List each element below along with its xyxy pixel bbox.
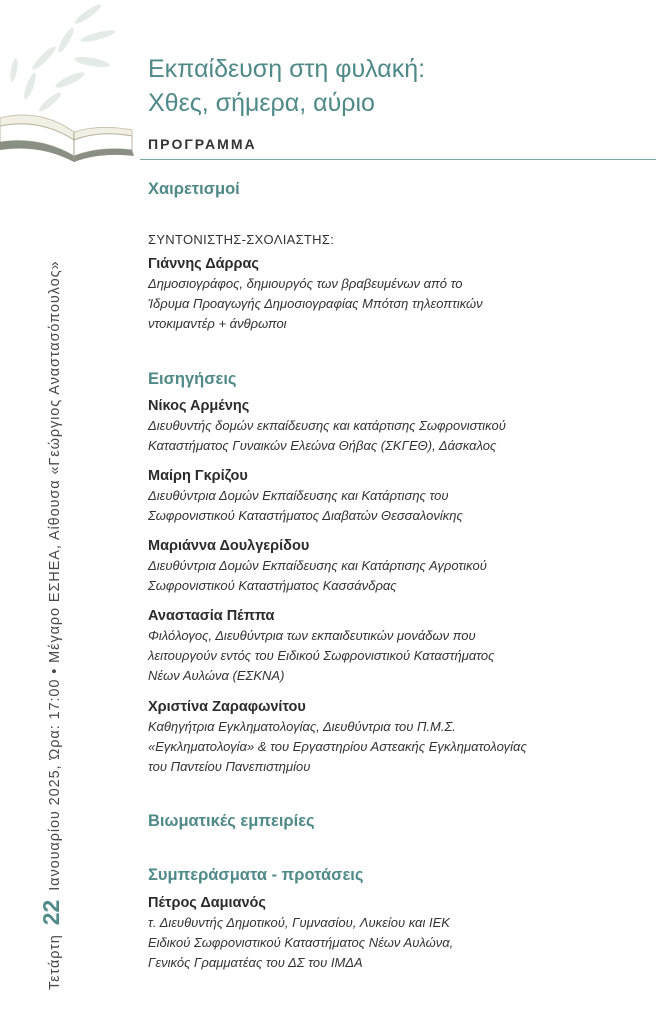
speaker-desc-line: λειτουργούν εντός του Ειδικού Σωφρονιστικού Καταστήματος	[148, 648, 495, 663]
speaker-desc-line: Ίδρυμα Προαγωγής Δημοσιογραφίας Μπότση τηλεοπτικών	[148, 296, 483, 311]
speaker-name: Μαίρη Γκρίζου	[148, 468, 248, 484]
weekday: Τετάρτη	[47, 934, 63, 990]
speaker-desc-line: «Εγκληματολογία» & του Εργαστηρίου Αστεακής Εγκληματολογίας	[148, 739, 527, 754]
speaker	[148, 697, 638, 777]
event-title-line-1: Εκπαίδευση στη φυλακή:	[148, 55, 426, 83]
speaker-desc-line: Σωφρονιστικού Καταστήματος Διαβατών Θεσσαλονίκης	[148, 508, 463, 523]
speaker-desc-line: Καθηγήτρια Εγκληματολογίας, Διευθύντρια του Π.Μ.Σ.	[148, 719, 456, 734]
speaker	[148, 536, 638, 596]
talks-heading: Εισηγήσεις	[148, 370, 237, 388]
speaker-desc-line: Διευθύντρια Δομών Εκπαίδευσης και Κατάρτισης του	[148, 488, 449, 503]
speaker-name: Πέτρος Δαμιανός	[148, 895, 266, 911]
speaker-desc-line: ντοκιμαντέρ + άνθρωποι	[148, 316, 287, 331]
experiences-heading: Βιωματικές εμπειρίες	[148, 812, 315, 830]
leaves-icon	[9, 2, 116, 114]
speaker-desc-line: Νέων Αυλώνα (ΕΣΚΝΑ)	[148, 668, 285, 683]
speaker-desc-line: Ειδικού Σωφρονιστικού Καταστήματος Νέων Αυλώνα,	[148, 935, 454, 950]
speaker-desc-line: Καταστήματος Γυναικών Ελεώνα Θήβας (ΣΚΓΕΘ), Δάσκαλος	[148, 438, 497, 453]
event-title-line-2: Χθες, σήμερα, αύριο	[148, 89, 375, 117]
open-book-illustration	[0, 0, 140, 170]
speaker	[148, 893, 638, 973]
moderator	[148, 254, 638, 334]
divider	[140, 159, 656, 160]
speaker-desc-line: Σωφρονιστικού Καταστήματος Κασσάνδρας	[148, 578, 397, 593]
speaker-desc-line: Φιλόλογος, Διευθύντρια των εκπαιδευτικών μονάδων που	[148, 628, 476, 643]
speaker	[148, 606, 638, 686]
date-venue-band	[38, 261, 65, 990]
speaker-name: Χριστίνα Ζαραφωνίτου	[148, 699, 306, 715]
speaker	[148, 466, 638, 526]
speaker-name: Μαριάννα Δουλγερίδου	[148, 538, 310, 554]
speaker-desc-line: Διευθύντρια Δομών Εκπαίδευσης και Κατάρτισης Αγροτικού	[148, 558, 487, 573]
speaker-name: Γιάννης Δάρρας	[148, 256, 259, 272]
event-title	[148, 52, 425, 120]
program-label: ΠΡΟΓΡΑΜΜΑ	[148, 136, 257, 152]
conclusions-heading: Συμπεράσματα - προτάσεις	[148, 866, 364, 884]
speaker-desc-line: τ. Διευθυντής Δημοτικού, Γυμνασίου, Λυκείου και ΙΕΚ	[148, 915, 450, 930]
day-number: 22	[38, 899, 64, 926]
speaker-name: Αναστασία Πέππα	[148, 608, 275, 624]
date-time-venue: Ιανουαρίου 2025, Ώρα: 17:00 • Μέγαρο ΕΣΗΕΑ, Αίθουσα «Γεώργιος Αναστασόπουλος»	[47, 260, 63, 891]
speaker	[148, 396, 638, 456]
speaker-desc-line: Γενικός Γραμματέας του ΔΣ του ΙΜΔΑ	[148, 955, 363, 970]
speaker-desc-line: Δημοσιογράφος, δημιουργός των βραβευμένων από το	[148, 276, 463, 291]
greetings-heading: Χαιρετισμοί	[148, 180, 240, 198]
moderator-role-label: ΣΥΝΤΟΝΙΣΤΗΣ-ΣΧΟΛΙΑΣΤΗΣ:	[148, 232, 335, 247]
speaker-desc-line: του Παντείου Πανεπιστημίου	[148, 759, 311, 774]
speaker-desc-line: Διευθυντής δομών εκπαίδευσης και κατάρτισης Σωφρονιστικού	[148, 418, 506, 433]
speaker-name: Νίκος Αρμένης	[148, 398, 250, 414]
